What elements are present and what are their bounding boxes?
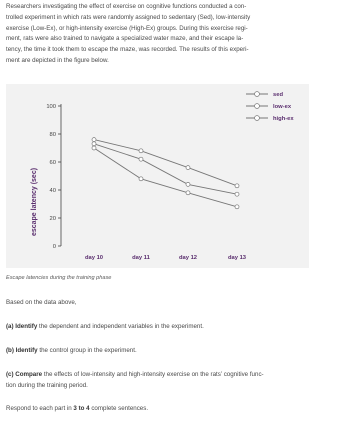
- line-chart: [6, 84, 309, 268]
- legend-marker-low-ex: [255, 104, 260, 109]
- y-tick-label: 0: [52, 244, 56, 250]
- questions-lead: Based on the data above,: [6, 299, 77, 306]
- x-category-label: day 13: [227, 255, 247, 261]
- intro-line: ment, rats were also trained to navigate a specialized water maze, and their escape la-: [6, 35, 244, 43]
- data-point-low-ex: [235, 192, 239, 196]
- y-axis-title: escape latency (sec): [31, 167, 38, 237]
- response-instruction-pre: Respond to each part in: [6, 405, 74, 412]
- legend-label-high-ex: high-ex: [273, 116, 294, 122]
- figure-panel: [6, 84, 309, 268]
- legend-marker-high-ex: [255, 116, 260, 121]
- data-point-sed: [139, 149, 143, 153]
- legend-label-sed: sed: [273, 92, 283, 98]
- x-axis-categories: [85, 255, 247, 261]
- question-b-text: the control group in the experiment.: [37, 347, 137, 354]
- legend-label-low-ex: low-ex: [273, 104, 292, 110]
- series-line-sed: [94, 140, 237, 186]
- x-category-label: day 11: [132, 255, 150, 261]
- data-point-high-ex: [235, 205, 239, 209]
- data-point-high-ex: [92, 146, 96, 150]
- y-tick-label: 60: [49, 160, 56, 166]
- data-point-sed: [186, 166, 190, 170]
- data-point-high-ex: [186, 191, 190, 195]
- intro-line: trolled experiment in which rats were randomly assigned to sedentary (Sed), low-intensity: [6, 13, 251, 21]
- data-point-low-ex: [139, 157, 143, 161]
- data-point-low-ex: [186, 182, 190, 186]
- intro-line: tency, the time it took them to escape the maze, was recorded. The results of this experi-: [6, 46, 249, 54]
- legend-marker-sed: [255, 92, 260, 97]
- x-category-label: day 10: [84, 255, 104, 261]
- response-instruction: [6, 404, 344, 415]
- question-a-text: the dependent and independent variables in the experiment.: [37, 323, 204, 330]
- response-instruction-bold: 3 to 4: [73, 405, 90, 412]
- question-b: [6, 346, 344, 357]
- data-point-sed: [92, 138, 96, 142]
- y-axis-ticks: [46, 104, 61, 250]
- legend: [246, 92, 294, 122]
- x-category-label: day 12: [178, 255, 198, 261]
- question-c-text-cont: tion during the training period.: [6, 381, 88, 389]
- response-instruction-post: complete sentences.: [89, 405, 149, 412]
- y-tick-label: 80: [49, 132, 56, 138]
- figure-caption: Escape latencies during the training phase: [6, 275, 112, 281]
- question-a: [6, 322, 344, 333]
- question-c: [6, 370, 344, 392]
- series-line-low-ex: [94, 144, 237, 194]
- y-tick-label: 40: [49, 188, 56, 194]
- question-b-label: (b) Identify: [6, 347, 38, 354]
- question-c-label: (c) Compare: [6, 371, 43, 378]
- y-tick-label: 100: [46, 104, 56, 110]
- intro-line: Researchers investigating the effect of exercise on cognitive functions conducted a con-: [6, 3, 247, 10]
- intro-line: exercise (Low-Ex), or high-intensity exercise (High-Ex) groups. During this exercise regi-: [6, 24, 248, 32]
- intro-paragraph: [6, 2, 344, 67]
- intro-line: ment are depicted in the figure below.: [6, 56, 109, 64]
- series-lines: [92, 138, 239, 209]
- data-point-high-ex: [139, 177, 143, 181]
- question-a-label: (a) Identify: [6, 323, 38, 330]
- data-point-sed: [235, 184, 239, 188]
- data-point-low-ex: [92, 142, 96, 146]
- y-tick-label: 20: [49, 216, 56, 222]
- question-c-text: the effects of low-intensity and high-intensity exercise on the rats’ cognitive func-: [42, 371, 264, 378]
